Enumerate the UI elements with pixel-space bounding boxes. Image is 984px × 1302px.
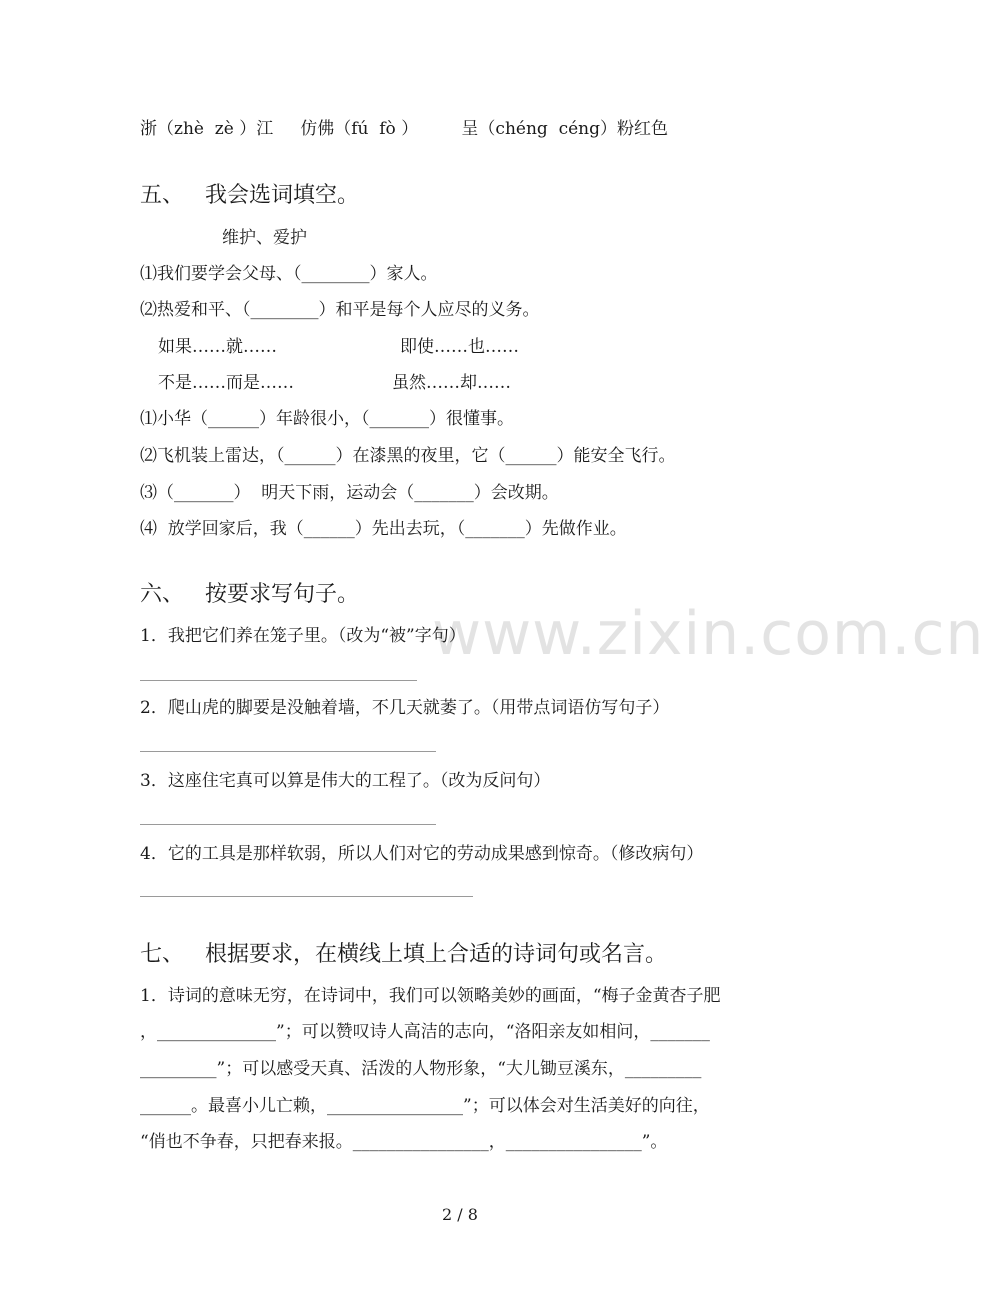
pinyin-choice-line: 浙（zhè zè ）江 仿佛（fú fò ） 呈（chéng céng）粉红色 bbox=[140, 119, 669, 139]
poem-fill-line: ______。最喜小儿亡赖，________________”；可以体会对生活美好的向往， bbox=[140, 1096, 710, 1116]
fill-item: ⑵热爱和平、（________）和平是每个人应尽的义务。 bbox=[140, 300, 540, 320]
sentence-task: 3．这座住宅真可以算是伟大的工程了。（改为反问句） bbox=[140, 771, 551, 791]
section-6-title: 六、 按要求写句子。 bbox=[140, 582, 359, 607]
watermark: www.zixin.com.cn bbox=[432, 599, 984, 669]
sentence-task: 4．它的工具是那样软弱，所以人们对它的劳动成果感到惊奇。（修改病句） bbox=[140, 844, 704, 864]
fill-item: ⑵飞机装上雷达，（______）在漆黑的夜里，它（______）能安全飞行。 bbox=[140, 446, 676, 466]
sentence-task: 1．我把它们养在笼子里。（改为“被”字句） bbox=[140, 626, 466, 646]
fill-item: ⑴我们要学会父母、（________）家人。 bbox=[140, 264, 438, 284]
poem-fill-line: “俏也不争春，只把春来报。________________，________________”。 bbox=[140, 1132, 668, 1152]
page-number: 2 / 8 bbox=[442, 1205, 478, 1224]
answer-line bbox=[140, 751, 436, 752]
answer-line bbox=[140, 680, 417, 681]
fill-item: ⑶（_______） 明天下雨，运动会（_______）会改期。 bbox=[140, 483, 559, 503]
conjunction-option: 如果……就…… bbox=[158, 337, 277, 357]
answer-line bbox=[140, 824, 436, 825]
conjunction-option: 不是……而是…… bbox=[158, 373, 294, 393]
conjunction-option: 即使……也…… bbox=[400, 337, 519, 357]
poem-fill-line: _________”；可以感受天真、活泼的人物形象，“大儿锄豆溪东，_________ bbox=[140, 1059, 702, 1079]
poem-fill-line: 1．诗词的意味无穷，在诗词中，我们可以领略美妙的画面，“梅子金黄杏子肥 bbox=[140, 986, 721, 1006]
word-options-1: 维护、爱护 bbox=[222, 228, 307, 248]
answer-line bbox=[140, 896, 473, 897]
section-7-title: 七、 根据要求，在横线上填上合适的诗词句或名言。 bbox=[140, 942, 667, 967]
sentence-task: 2．爬山虎的脚要是没触着墙，不几天就萎了。（用带点词语仿写句子） bbox=[140, 698, 670, 718]
section-5-title: 五、 我会选词填空。 bbox=[140, 183, 359, 208]
conjunction-option: 虽然……却…… bbox=[392, 373, 511, 393]
fill-item: ⑷ 放学回家后，我（______）先出去玩，（_______）先做作业。 bbox=[140, 519, 627, 539]
fill-item: ⑴小华（______）年龄很小，（_______）很懂事。 bbox=[140, 409, 514, 429]
poem-fill-line: ，______________”；可以赞叹诗人高洁的志向，“洛阳亲友如相问，_______ bbox=[140, 1022, 710, 1042]
